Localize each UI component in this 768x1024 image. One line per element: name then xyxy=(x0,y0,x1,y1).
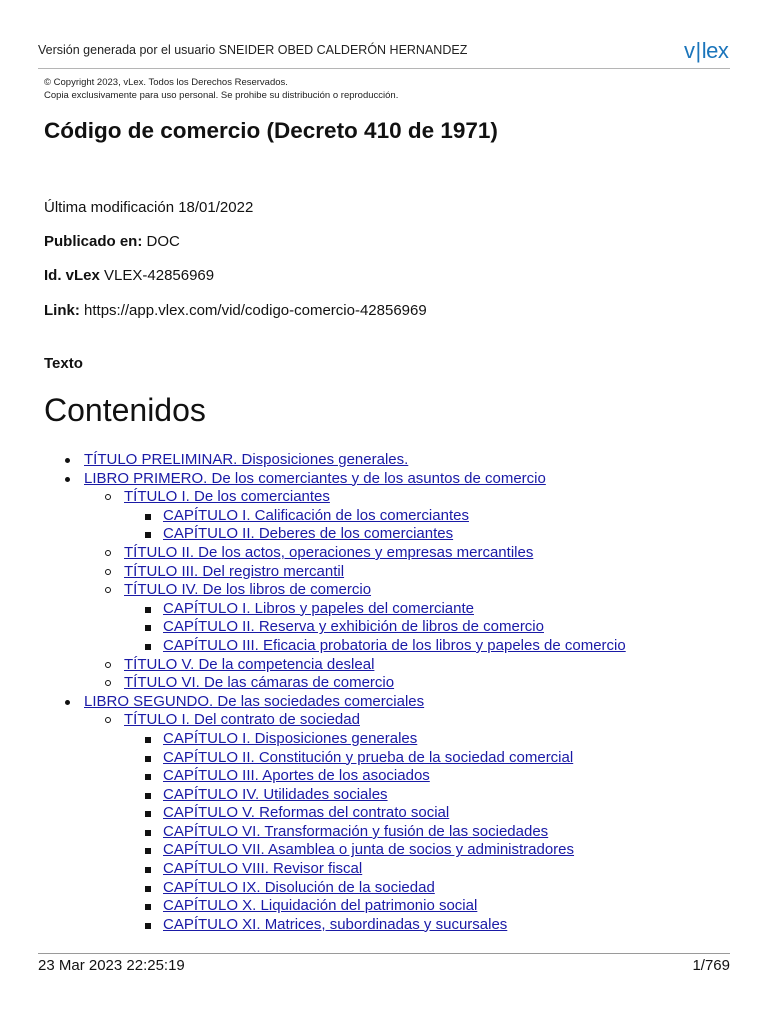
toc-item xyxy=(0,860,768,879)
id-label: Id. vLex xyxy=(44,267,100,284)
toc-item xyxy=(0,507,768,526)
published-value: DOC xyxy=(146,233,180,250)
toc-item xyxy=(0,767,768,786)
disc-bullet-icon xyxy=(65,700,70,705)
disc-bullet-icon xyxy=(65,458,70,463)
toc-item xyxy=(0,749,768,768)
vlex-id xyxy=(44,267,214,284)
toc-item xyxy=(0,786,768,805)
toc-link[interactable]: CAPÍTULO X. Liquidación del patrimonio social xyxy=(163,897,478,915)
toc-link[interactable]: CAPÍTULO IV. Utilidades sociales xyxy=(163,785,388,803)
toc-link[interactable]: CAPÍTULO VII. Asamblea o junta de socios y administradores xyxy=(163,841,575,859)
circle-bullet-icon xyxy=(105,587,111,593)
toc-link[interactable]: CAPÍTULO II. Deberes de los comerciantes xyxy=(163,525,454,543)
toc-link[interactable]: CAPÍTULO V. Reformas del contrato social xyxy=(163,804,450,822)
circle-bullet-icon xyxy=(105,550,111,556)
id-value: VLEX-42856969 xyxy=(104,267,215,284)
toc-link[interactable]: CAPÍTULO II. Reserva y exhibición de libros de comercio xyxy=(163,618,544,636)
copyright-line-1: © Copyright 2023, vLex. Todos los Derechos Reservados. xyxy=(44,77,288,88)
square-bullet-icon xyxy=(145,886,151,892)
toc-link[interactable]: CAPÍTULO IX. Disolución de la sociedad xyxy=(163,878,435,896)
toc-item xyxy=(0,804,768,823)
square-bullet-icon xyxy=(145,737,151,743)
vlex-logo[interactable]: v|lex xyxy=(684,38,729,63)
toc-item xyxy=(0,488,768,507)
generated-by-notice: Versión generada por el usuario SNEIDER OBED CALDERÓN HERNANDEZ xyxy=(38,43,468,57)
document-title: Código de comercio (Decreto 410 de 1971) xyxy=(44,118,498,143)
square-bullet-icon xyxy=(145,793,151,799)
document-link xyxy=(44,302,427,319)
toc-link[interactable]: CAPÍTULO I. Disposiciones generales xyxy=(163,729,418,747)
copyright-line-2: Copia exclusivamente para uso personal. Se prohibe su distribución o reproducción. xyxy=(44,90,399,101)
toc-link[interactable]: LIBRO PRIMERO. De los comerciantes y de los asuntos de comercio xyxy=(84,469,546,487)
toc-link[interactable]: CAPÍTULO II. Constitución y prueba de la sociedad comercial xyxy=(163,748,574,766)
footer-timestamp: 23 Mar 2023 22:25:19 xyxy=(38,957,185,974)
square-bullet-icon xyxy=(145,644,151,650)
toc-item xyxy=(0,823,768,842)
toc-link[interactable]: CAPÍTULO VIII. Revisor fiscal xyxy=(163,860,363,878)
link-label: Link: xyxy=(44,302,80,319)
toc-link[interactable]: TÍTULO I. De los comerciantes xyxy=(124,488,330,506)
last-modified: Última modificación 18/01/2022 xyxy=(44,199,254,216)
toc-link[interactable]: CAPÍTULO I. Libros y papeles del comerciante xyxy=(163,599,474,617)
toc-item xyxy=(0,841,768,860)
footer-divider xyxy=(38,953,730,954)
toc-link[interactable]: TÍTULO V. De la competencia desleal xyxy=(124,655,375,673)
square-bullet-icon xyxy=(145,756,151,762)
square-bullet-icon xyxy=(145,625,151,631)
toc-item xyxy=(0,879,768,898)
published-label: Publicado en: xyxy=(44,233,143,250)
square-bullet-icon xyxy=(145,867,151,873)
square-bullet-icon xyxy=(145,514,151,520)
square-bullet-icon xyxy=(145,607,151,613)
square-bullet-icon xyxy=(145,904,151,910)
square-bullet-icon xyxy=(145,848,151,854)
disc-bullet-icon xyxy=(65,477,70,482)
link-value[interactable]: https://app.vlex.com/vid/codigo-comercio-42856969 xyxy=(84,302,427,319)
toc-item xyxy=(0,581,768,600)
toc-link[interactable]: CAPÍTULO III. Aportes de los asociados xyxy=(163,767,430,785)
toc-item xyxy=(0,563,768,582)
toc-item xyxy=(0,451,768,470)
contents-heading: Contenidos xyxy=(44,392,206,428)
toc-item xyxy=(0,600,768,619)
toc-item xyxy=(0,674,768,693)
copyright-notice xyxy=(44,76,398,102)
toc-item xyxy=(0,470,768,489)
circle-bullet-icon xyxy=(105,494,111,500)
toc-item xyxy=(0,637,768,656)
toc-item xyxy=(0,693,768,712)
toc-link[interactable]: TÍTULO VI. De las cámaras de comercio xyxy=(124,674,395,692)
circle-bullet-icon xyxy=(105,717,111,723)
toc-link[interactable]: CAPÍTULO VI. Transformación y fusión de las sociedades xyxy=(163,822,549,840)
toc-item xyxy=(0,711,768,730)
toc-link[interactable]: CAPÍTULO XI. Matrices, subordinadas y sucursales xyxy=(163,915,508,933)
circle-bullet-icon xyxy=(105,680,111,686)
square-bullet-icon xyxy=(145,532,151,538)
square-bullet-icon xyxy=(145,811,151,817)
circle-bullet-icon xyxy=(105,569,111,575)
square-bullet-icon xyxy=(145,830,151,836)
square-bullet-icon xyxy=(145,923,151,929)
toc-item xyxy=(0,730,768,749)
toc-link[interactable]: TÍTULO I. Del contrato de sociedad xyxy=(124,711,360,729)
published-in xyxy=(44,233,180,250)
table-of-contents xyxy=(0,451,768,934)
toc-link[interactable]: TÍTULO PRELIMINAR. Disposiciones generales. xyxy=(84,451,409,468)
toc-link[interactable]: TÍTULO III. Del registro mercantil xyxy=(124,562,345,580)
page-number: 1/769 xyxy=(692,957,730,974)
toc-item xyxy=(0,618,768,637)
toc-item xyxy=(0,525,768,544)
toc-link[interactable]: CAPÍTULO III. Eficacia probatoria de los libros y papeles de comercio xyxy=(163,636,626,654)
toc-item xyxy=(0,897,768,916)
toc-link[interactable]: TÍTULO IV. De los libros de comercio xyxy=(124,581,372,599)
toc-link[interactable]: CAPÍTULO I. Calificación de los comerciantes xyxy=(163,506,469,524)
header-divider xyxy=(38,68,730,69)
toc-link[interactable]: LIBRO SEGUNDO. De las sociedades comerciales xyxy=(84,692,425,710)
toc-item xyxy=(0,544,768,563)
circle-bullet-icon xyxy=(105,662,111,668)
toc-item xyxy=(0,656,768,675)
square-bullet-icon xyxy=(145,774,151,780)
texto-heading: Texto xyxy=(44,355,83,372)
toc-item xyxy=(0,916,768,935)
toc-link[interactable]: TÍTULO II. De los actos, operaciones y empresas mercantiles xyxy=(124,543,534,561)
